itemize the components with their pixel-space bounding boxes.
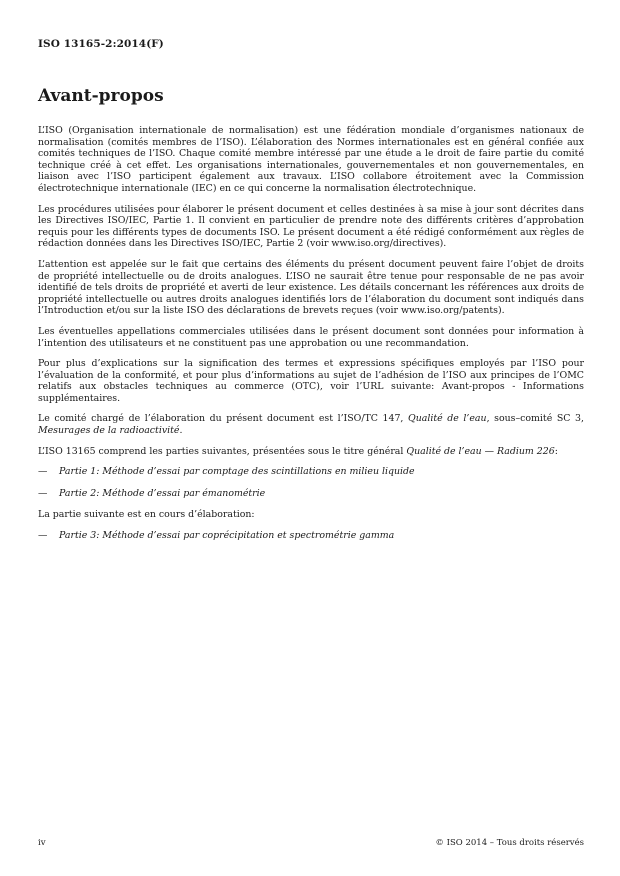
foreword-body	[38, 125, 584, 552]
paragraph-trade-names: Les éventuelles appellations commerciales utilisées dans le présent document sont données pour information à l’intention des utilisateurs et ne constituent pas une approbation ou une recommandation.	[38, 325, 584, 349]
part-3-title: Partie 3: Méthode d’essai par coprécipitation et spectrométrie gamma	[59, 530, 395, 542]
list-item	[38, 530, 584, 542]
committee-sc-title: Mesurages de la radioactivité	[38, 425, 180, 437]
list-dash: —	[38, 466, 48, 478]
paragraph-parts-intro	[38, 446, 584, 458]
part-2-title: Partie 2: Méthode d’essai par émanométrie	[59, 487, 266, 499]
committee-text-prefix: Le comité chargé de l’élaboration du présent document est l’ISO/TC 147,	[38, 413, 409, 425]
page-title: Avant-propos	[38, 86, 164, 106]
paragraph-iso-organisation: L’ISO (Organisation internationale de normalisation) est une fédération mondiale d’organismes nationaux de normalisation (comités membres de l’ISO). L’élaboration des Normes internationales est en général confiée aux comités techniques de l’ISO. Chaque comité membre intéressé par une étude a le droit de faire partie du comité technique créé à cet effet. Les organisations internationales, gouvernementales et non gouvernementales, en liaison avec l’ISO participent également aux travaux. L’ISO collabore étroitement avec la Commission électrotechnique internationale (IEC) en ce qui concerne la normalisation électrotechnique.	[38, 125, 584, 194]
parts-intro-suffix: :	[554, 445, 558, 457]
paragraph-committee	[38, 413, 584, 436]
list-dash: —	[38, 487, 48, 499]
copyright-notice: © ISO 2014 – Tous droits réservés	[435, 838, 584, 848]
list-dash: —	[38, 530, 48, 542]
part-1-title: Partie 1: Méthode d’essai par comptage des scintillations en milieu liquide	[59, 466, 415, 478]
committee-text-suffix: .	[179, 425, 183, 437]
paragraph-in-preparation: La partie suivante est en cours d’élaboration:	[38, 509, 255, 521]
paragraph-patent-rights: L’attention est appelée sur le fait que certains des éléments du présent document peuvent faire l’objet de droits de propriété intellectuelle ou de droits analogues. L’ISO ne saurait être tenue pour responsable de ne pas avoir identifié de tels droits de propriété et averti de leur existence. Les détails concernant les références aux droits de propriété intellectuelle ou autres droits analogues identifiés lors de l’élaboration du document sont indiqués dans l’Introduction et/ou sur la liste ISO des déclarations de brevets reçues (voir www.iso.org/patents).	[38, 258, 584, 317]
paragraph-conformity-info: Pour plus d’explications sur la signification des termes et expressions spécifiques employés par l’ISO pour l’évaluation de la conformité, et pour plus d’informations au sujet de l’adhésion de l’ISO aux principes de l’OMC relatifs aux obstacles techniques au commerce (OTC), voir l’URL suivante: Avant-propos - Informations supplémentaires.	[38, 358, 584, 404]
committee-text-middle: , sous–comité SC 3,	[486, 413, 584, 425]
paragraph-procedures: Les procédures utilisées pour élaborer le présent document et celles destinées à sa mise à jour sont décrites dans les Directives ISO/IEC, Partie 1. Il convient en particulier de prendre note des différents critères d’approbation requis pour les différents types de documents ISO. Le présent document a été rédigé conformément aux règles de rédaction données dans les Directives ISO/IEC, Partie 2 (voir www.iso.org/directives).	[38, 203, 584, 250]
list-item	[38, 488, 584, 500]
document-page	[38, 0, 584, 876]
committee-tc-title: Qualité de l’eau	[408, 413, 487, 425]
document-identifier: ISO 13165-2:2014(F)	[38, 38, 164, 50]
parts-general-title: Qualité de l’eau — Radium 226	[406, 445, 555, 457]
page-number: iv	[38, 838, 46, 848]
parts-intro-prefix: L’ISO 13165 comprend les parties suivantes, présentées sous le titre général	[38, 445, 407, 457]
list-item	[38, 466, 584, 478]
